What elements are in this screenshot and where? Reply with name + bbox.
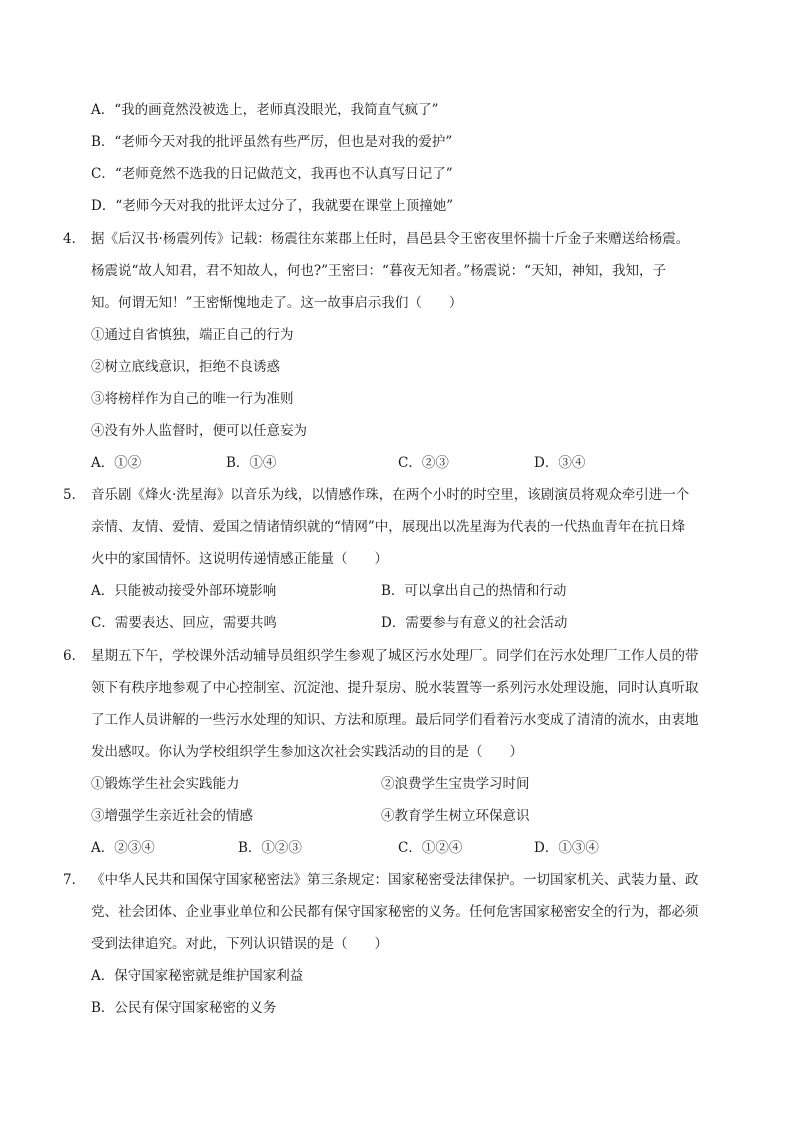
q7-stem-line-3: 受到法律追究。对此，下列认识错误的是（ ）: [91, 936, 388, 952]
q4-choices: [0, 453, 793, 473]
q7-number: 7．: [63, 872, 86, 888]
q4-statement-2: ②树立底线意识，拒绝不良诱惑: [91, 359, 280, 375]
q5-choice-b: B．可以拿出自己的热情和行动: [381, 583, 567, 599]
q4-choice-c: C．②③: [398, 455, 449, 471]
q6-choice-b: B．①②③: [238, 840, 302, 856]
q5-choice-c: C．需要表达、回应，需要共鸣: [91, 615, 277, 631]
q4-choice-b: B．①④: [226, 455, 277, 471]
q4-choice-d: D．③④: [534, 455, 586, 471]
q5-choice-d: D．需要参与有意义的社会活动: [381, 615, 568, 631]
q6-stem-line-3: 了工作人员讲解的一些污水处理的知识、方法和原理。最后同学们看着污水变成了清清的流水，由衷地: [91, 712, 699, 728]
q6-statement-2: ②浪费学生宝贵学习时间: [381, 776, 530, 792]
q7-stem-line-2: 党、社会团体、企业事业单位和公民都有保守国家秘密的义务。任何危害国家秘密安全的行为，都必须: [91, 904, 699, 920]
q6-statement-3: ③增强学生亲近社会的情感: [91, 808, 253, 824]
q6-statements-row-1: [0, 774, 793, 794]
q3-option-b: B．“老师今天对我的批评虽然有些严厉，但也是对我的爱护”: [91, 134, 453, 150]
q5-choices-row-1: [0, 581, 793, 601]
q6-stem-line-1: 星期五下午，学校课外活动辅导员组织学生参观了城区污水处理厂。同学们在污水处理厂工作人员的带: [91, 648, 699, 664]
q4-choice-a: A．①②: [91, 455, 142, 471]
q5-stem-line-3: 火中的家国情怀。这说明传递情感正能量（ ）: [91, 551, 388, 567]
q7-choice-b: B．公民有保守国家秘密的义务: [91, 1000, 277, 1016]
q3-option-a: A．“我的画竟然没被选上，老师真没眼光，我简直气疯了”: [91, 102, 439, 118]
q6-choices: [0, 838, 793, 858]
q6-choice-c: C．①②④: [398, 840, 463, 856]
q6-statement-1: ①锻炼学生社会实践能力: [91, 776, 240, 792]
q6-stem-line-4: 发出感叹。你认为学校组织学生参加这次社会实践活动的目的是（ ）: [91, 744, 523, 760]
q4-statement-3: ③将榜样作为自己的唯一行为准则: [91, 391, 294, 407]
q4-stem-line-3: 知。何谓无知！”王密惭愧地走了。这一故事启示我们（ ）: [91, 295, 463, 311]
q3-option-d: D．“老师今天对我的批评太过分了，我就要在课堂上顶撞她”: [91, 198, 454, 214]
q5-stem-line-2: 亲情、友情、爱情、爱国之情诸情织就的“情网”中，展现出以冼星海为代表的一代热血青年在抗日烽: [91, 519, 686, 535]
q3-option-c: C．“老师竟然不选我的日记做范文，我再也不认真写日记了”: [91, 166, 453, 182]
q4-stem-line-2: 杨震说“故人知君，君不知故人，何也?”王密曰：“暮夜无知者。”杨震说：“天知，神知，我知，子: [91, 263, 666, 279]
q6-stem-line-2: 领下有秩序地参观了中心控制室、沉淀池、提升泵房、脱水装置等一系列污水处理设施，同时认真听取: [91, 680, 699, 696]
q4-number: 4．: [63, 231, 86, 247]
q4-stem-line-1: 据《后汉书·杨震列传》记载：杨震往东莱郡上任时，昌邑县令王密夜里怀揣十斤金子来赠送给杨震。: [91, 231, 690, 247]
q4-statement-4: ④没有外人监督时，便可以任意妄为: [91, 423, 307, 439]
q5-choices-row-2: [0, 613, 793, 633]
q5-number: 5．: [63, 487, 86, 503]
q6-statement-4: ④教育学生树立环保意识: [381, 808, 530, 824]
q7-stem-line-1: 《中华人民共和国保守国家秘密法》第三条规定：国家秘密受法律保护。一切国家机关、武装力量、政: [91, 872, 699, 888]
q6-choice-d: D．①③④: [534, 840, 599, 856]
q6-statements-row-2: [0, 806, 793, 826]
q7-choice-a: A．保守国家秘密就是维护国家利益: [91, 968, 304, 984]
q4-statement-1: ①通过自省慎独，端正自己的行为: [91, 327, 294, 343]
q5-choice-a: A．只能被动接受外部环境影响: [91, 583, 277, 599]
q6-number: 6．: [63, 648, 86, 664]
q6-choice-a: A．②③④: [91, 840, 155, 856]
q5-stem-line-1: 音乐剧《烽火·洗星海》以音乐为线，以情感作珠，在两个小时的时空里，该剧演员将观众牵引进一个: [91, 487, 690, 503]
